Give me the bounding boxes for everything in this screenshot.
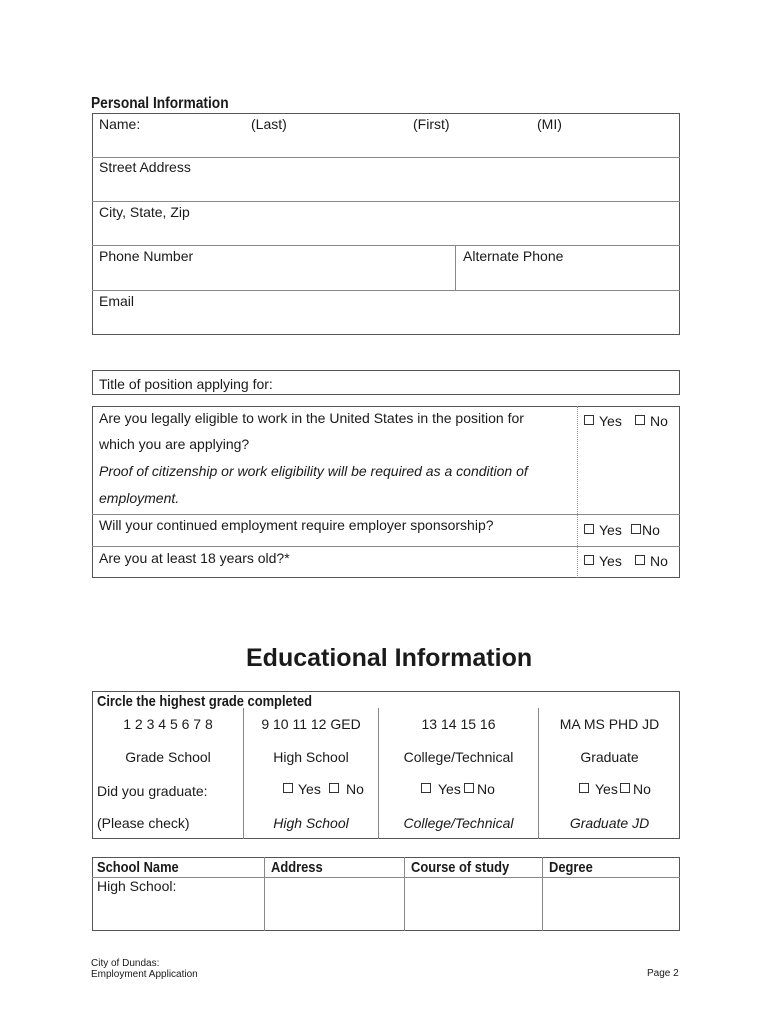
position-title-field[interactable]: [310, 372, 678, 393]
graduate-yes-option[interactable]: [579, 781, 618, 797]
checkbox-icon[interactable]: [635, 415, 645, 425]
school-name-header: School Name: [97, 859, 179, 876]
city-state-zip-label: City, State, Zip: [99, 204, 190, 220]
address-header: Address: [271, 859, 323, 876]
divider: [92, 245, 680, 246]
divider: [92, 201, 680, 202]
sponsorship-no-option[interactable]: [631, 522, 660, 538]
yes-label: Yes: [595, 781, 618, 797]
eligibility-note: Proof of citizenship or work eligibility will be required as a condition of: [99, 463, 528, 479]
checkbox-icon[interactable]: [631, 524, 641, 534]
no-label: No: [633, 781, 651, 797]
sponsorship-yes-option[interactable]: [584, 522, 622, 538]
age-yes-option[interactable]: [584, 553, 622, 569]
checkbox-icon[interactable]: [329, 783, 339, 793]
high-school-address-field[interactable]: [265, 878, 403, 930]
email-label: Email: [99, 293, 135, 309]
street-address-field[interactable]: [93, 178, 679, 200]
education-heading: Educational Information: [246, 644, 533, 672]
phone-number-field[interactable]: [93, 266, 454, 289]
grade-school-grades[interactable]: 1 2 3 4 5 6 7 8: [123, 716, 213, 732]
checkbox-icon[interactable]: [635, 555, 645, 565]
checkbox-icon[interactable]: [421, 783, 431, 793]
graduate-no-option[interactable]: [620, 781, 651, 797]
yes-label: Yes: [438, 781, 461, 797]
high-school-yes-option[interactable]: [283, 781, 321, 797]
footer-org-line2: Employment Application: [91, 969, 198, 980]
divider: [577, 406, 578, 578]
divider: [92, 546, 680, 547]
college-grades[interactable]: 13 14 15 16: [421, 716, 496, 732]
personal-info-heading: Personal Information: [91, 95, 229, 112]
yes-label: Yes: [298, 781, 321, 797]
circle-grade-label: Circle the highest grade completed: [97, 693, 313, 710]
high-school-row-label: High School:: [97, 878, 177, 894]
city-state-zip-field[interactable]: [93, 222, 679, 244]
eligibility-yes-option[interactable]: [584, 413, 622, 429]
high-school-name-field[interactable]: [93, 896, 263, 930]
yes-label: Yes: [599, 413, 622, 429]
age-no-option[interactable]: [635, 553, 668, 569]
divider: [92, 157, 680, 158]
high-school-grades[interactable]: 9 10 11 12 GED: [261, 716, 361, 732]
no-label: No: [650, 413, 668, 429]
eligibility-note-cont: employment.: [99, 490, 180, 506]
eligibility-no-option[interactable]: [635, 413, 668, 429]
phone-number-label: Phone Number: [99, 248, 194, 264]
graduate-check-label: Graduate JD: [569, 815, 650, 831]
footer-org-line1: City of Dundas:: [91, 958, 160, 969]
no-label: No: [642, 522, 660, 538]
yes-label: Yes: [599, 553, 622, 569]
college-check-label: College/Technical: [403, 815, 514, 831]
checkbox-icon[interactable]: [584, 555, 594, 565]
graduate-grades[interactable]: MA MS PHD JD: [559, 716, 660, 732]
name-field[interactable]: [93, 134, 679, 156]
checkbox-icon[interactable]: [584, 415, 594, 425]
degree-header: Degree: [549, 859, 593, 876]
eligibility-question: Are you legally eligible to work in the United States in the position for: [99, 410, 524, 426]
page-number: Page 2: [647, 968, 679, 979]
divider: [92, 514, 680, 515]
middle-initial-label: (MI): [537, 116, 562, 132]
college-yes-option[interactable]: [421, 781, 461, 797]
high-school-course-field[interactable]: [405, 878, 541, 930]
high-school-label: High School: [273, 749, 349, 765]
eligibility-question-cont: which you are applying?: [99, 436, 250, 452]
age-question: Are you at least 18 years old?*: [99, 550, 290, 566]
checkbox-icon[interactable]: [584, 524, 594, 534]
checkbox-icon[interactable]: [620, 783, 630, 793]
high-school-degree-field[interactable]: [543, 878, 679, 930]
position-title-label: Title of position applying for:: [99, 376, 273, 392]
grade-school-label: Grade School: [125, 749, 211, 765]
alternate-phone-field[interactable]: [457, 266, 679, 289]
no-label: No: [477, 781, 495, 797]
email-field[interactable]: [93, 311, 679, 334]
did-you-graduate-label: Did you graduate:: [97, 783, 208, 799]
please-check-label: (Please check): [97, 815, 190, 831]
yes-label: Yes: [599, 522, 622, 538]
high-school-check-label: High School: [273, 815, 349, 831]
no-label: No: [346, 781, 364, 797]
graduate-label: Graduate: [580, 749, 639, 765]
high-school-no-option[interactable]: [329, 781, 364, 797]
college-label: College/Technical: [403, 749, 514, 765]
checkbox-icon[interactable]: [579, 783, 589, 793]
college-no-option[interactable]: [464, 781, 495, 797]
street-address-label: Street Address: [99, 159, 191, 175]
last-name-label: (Last): [251, 116, 287, 132]
divider: [455, 245, 456, 290]
first-name-label: (First): [413, 116, 450, 132]
sponsorship-question: Will your continued employment require employer sponsorship?: [99, 517, 494, 533]
checkbox-icon[interactable]: [283, 783, 293, 793]
course-of-study-header: Course of study: [411, 859, 510, 876]
checkbox-icon[interactable]: [464, 783, 474, 793]
divider: [92, 290, 680, 291]
name-label: Name:: [99, 116, 141, 132]
alternate-phone-label: Alternate Phone: [463, 248, 564, 264]
no-label: No: [650, 553, 668, 569]
